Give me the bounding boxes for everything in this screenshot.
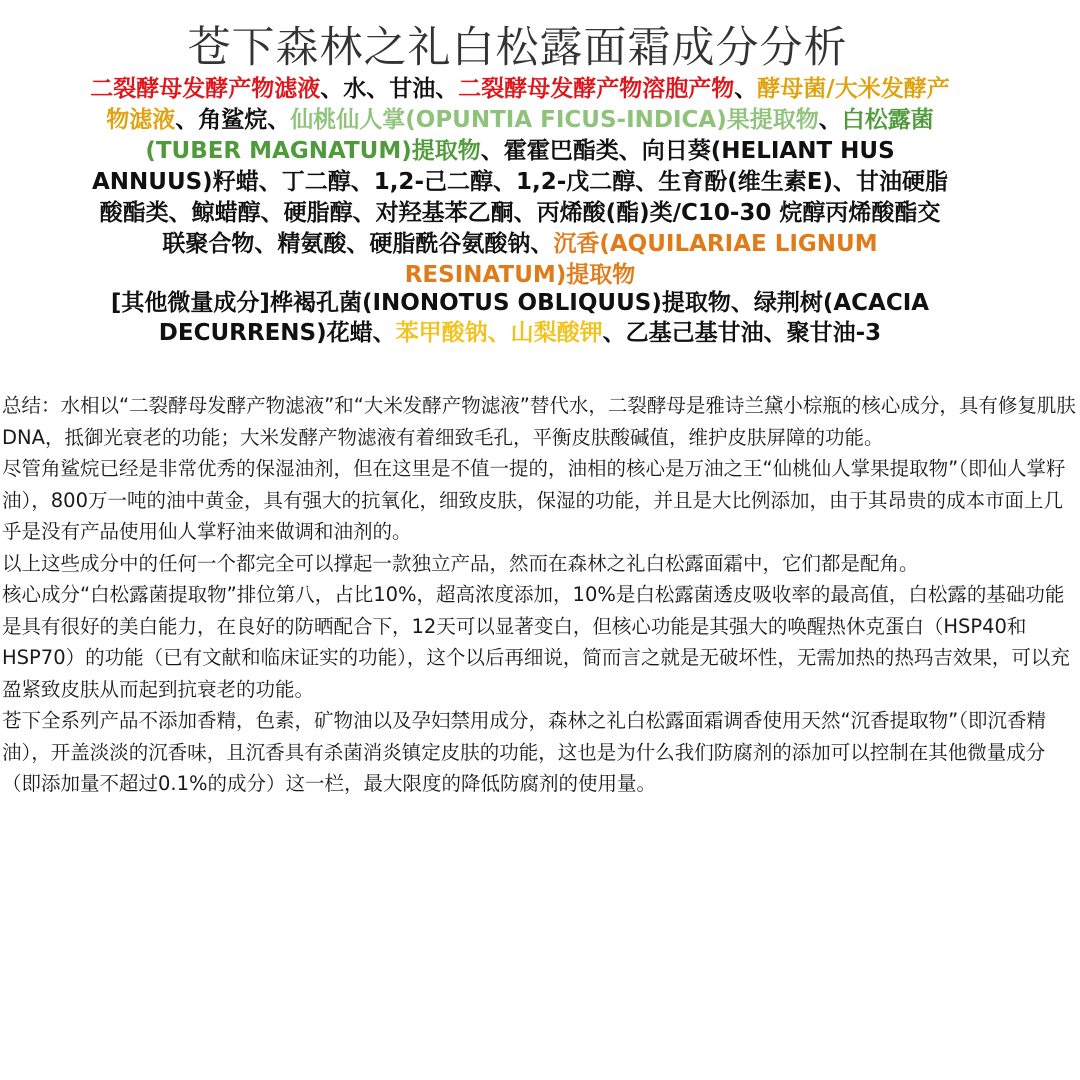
- preservatives: 苯甲酸钠、山梨酸钾: [395, 320, 603, 346]
- summary-paragraph-water-phase: 总结：水相以“二裂酵母发酵产物滤液”和“大米发酵产物滤液”替代水，二裂酵母是雅诗兰黛小棕瓶的核心成分，具有修复肌肤DNA，抵御光衰老的功能；大米发酵产物滤液有着细致毛孔，平衡皮肤酸碱值，维护皮肤屏障的功能。: [2, 394, 1076, 449]
- ingredient-separator: 、: [734, 76, 758, 102]
- ingredient-list: [90, 74, 950, 291]
- summary-paragraph-supporting: 以上这些成分中的任何一个都完全可以撑起一款独立产品，然而在森林之礼白松露面霜中，它们都是配角。: [2, 551, 919, 575]
- summary-section: [2, 390, 1078, 800]
- page-title: 苍下森林之礼白松露面霜成分分析: [187, 23, 848, 73]
- summary-paragraph-oil-phase: 尽管角鲨烷已经是非常优秀的保湿油剂，但在这里是不值一提的，油相的核心是万油之王“仙桃仙人掌果提取物”（即仙人掌籽油），800万一吨的油中黄金，具有强大的抗氧化，细致皮肤，保湿的功能，并且是大比例添加，由于其昂贵的成本市面上几乎是没有产品使用仙人掌籽油来做调和油剂的。: [2, 457, 1066, 543]
- minor-ingredient-list: [80, 288, 960, 348]
- ingredient-text: 、水、甘油、: [320, 76, 459, 102]
- ingredient-separator: 、: [818, 107, 842, 133]
- ingredient-tuber-magnatum-extract: 白松露菌(TUBER MAGNATUM)提取物: [145, 107, 934, 164]
- ingredient-aquilaria-extract: 沉香(AQUILARIAE LIGNUM RESINATUM)提取物: [404, 231, 878, 288]
- ingredient-text: 、角鲨烷、: [175, 107, 291, 133]
- ingredient-opuntia-extract: 仙桃仙人掌(OPUNTIA FICUS-INDICA)果提取物: [290, 107, 819, 133]
- summary-paragraph-fragrance: 苍下全系列产品不添加香精，色素，矿物油以及孕妇禁用成分，森林之礼白松露面霜调香使用天然“沉香提取物”（即沉香精油），开盖淡淡的沉香味，且沉香具有杀菌消炎镇定皮肤的功能，这也是为什么我们防腐剂的添加可以控制在其他微量成分（即添加量不超过0.1%的成分）这一栏，最大限度的降低防腐剂的使用量。: [2, 709, 1046, 795]
- ingredient-bifida-filtrate: 二裂酵母发酵产物滤液: [90, 76, 321, 102]
- minor-ingredient-text: [其他微量成分]桦褐孔菌(INONOTUS OBLIQUUS)提取物、绿荆树(ACACIA DECURRENS)花蜡、: [110, 290, 930, 346]
- minor-ingredient-text: 、乙基己基甘油、聚甘油-3: [602, 320, 882, 346]
- ingredient-bifida-lysate: 二裂酵母发酵产物溶胞产物: [458, 76, 735, 102]
- ingredient-rice-ferment-filtrate: 酵母菌/大米发酵产物滤液: [106, 76, 950, 133]
- ingredient-text: 、霍霍巴酯类、向日葵(HELIANT HUS ANNUUS)籽蜡、丁二醇、1,2-己二醇、1,2-戊二醇、生育酚(维生素E)、甘油硬脂酸酯类、鲸蜡醇、硬脂醇、对羟基苯乙酮、丙烯酸(酯)类/C10-30 烷醇丙烯酸酯交联聚合物、精氨酸、硬脂酰谷氨酸钠、: [91, 138, 949, 257]
- summary-paragraph-core-ingredient: 核心成分“白松露菌提取物”排位第八，占比10%，超高浓度添加，10%是白松露菌透皮吸收率的最高值，白松露的基础功能是具有很好的美白能力，在良好的防晒配合下，12天可以显著变白，但核心功能是其强大的唤醒热休克蛋白（HSP40和HSP70）的功能（已有文献和临床证实的功能），这个以后再细说，简而言之就是无破坏性，无需加热的热玛吉效果，可以充盈紧致皮肤从而起到抗衰老的功能。: [2, 583, 1070, 701]
